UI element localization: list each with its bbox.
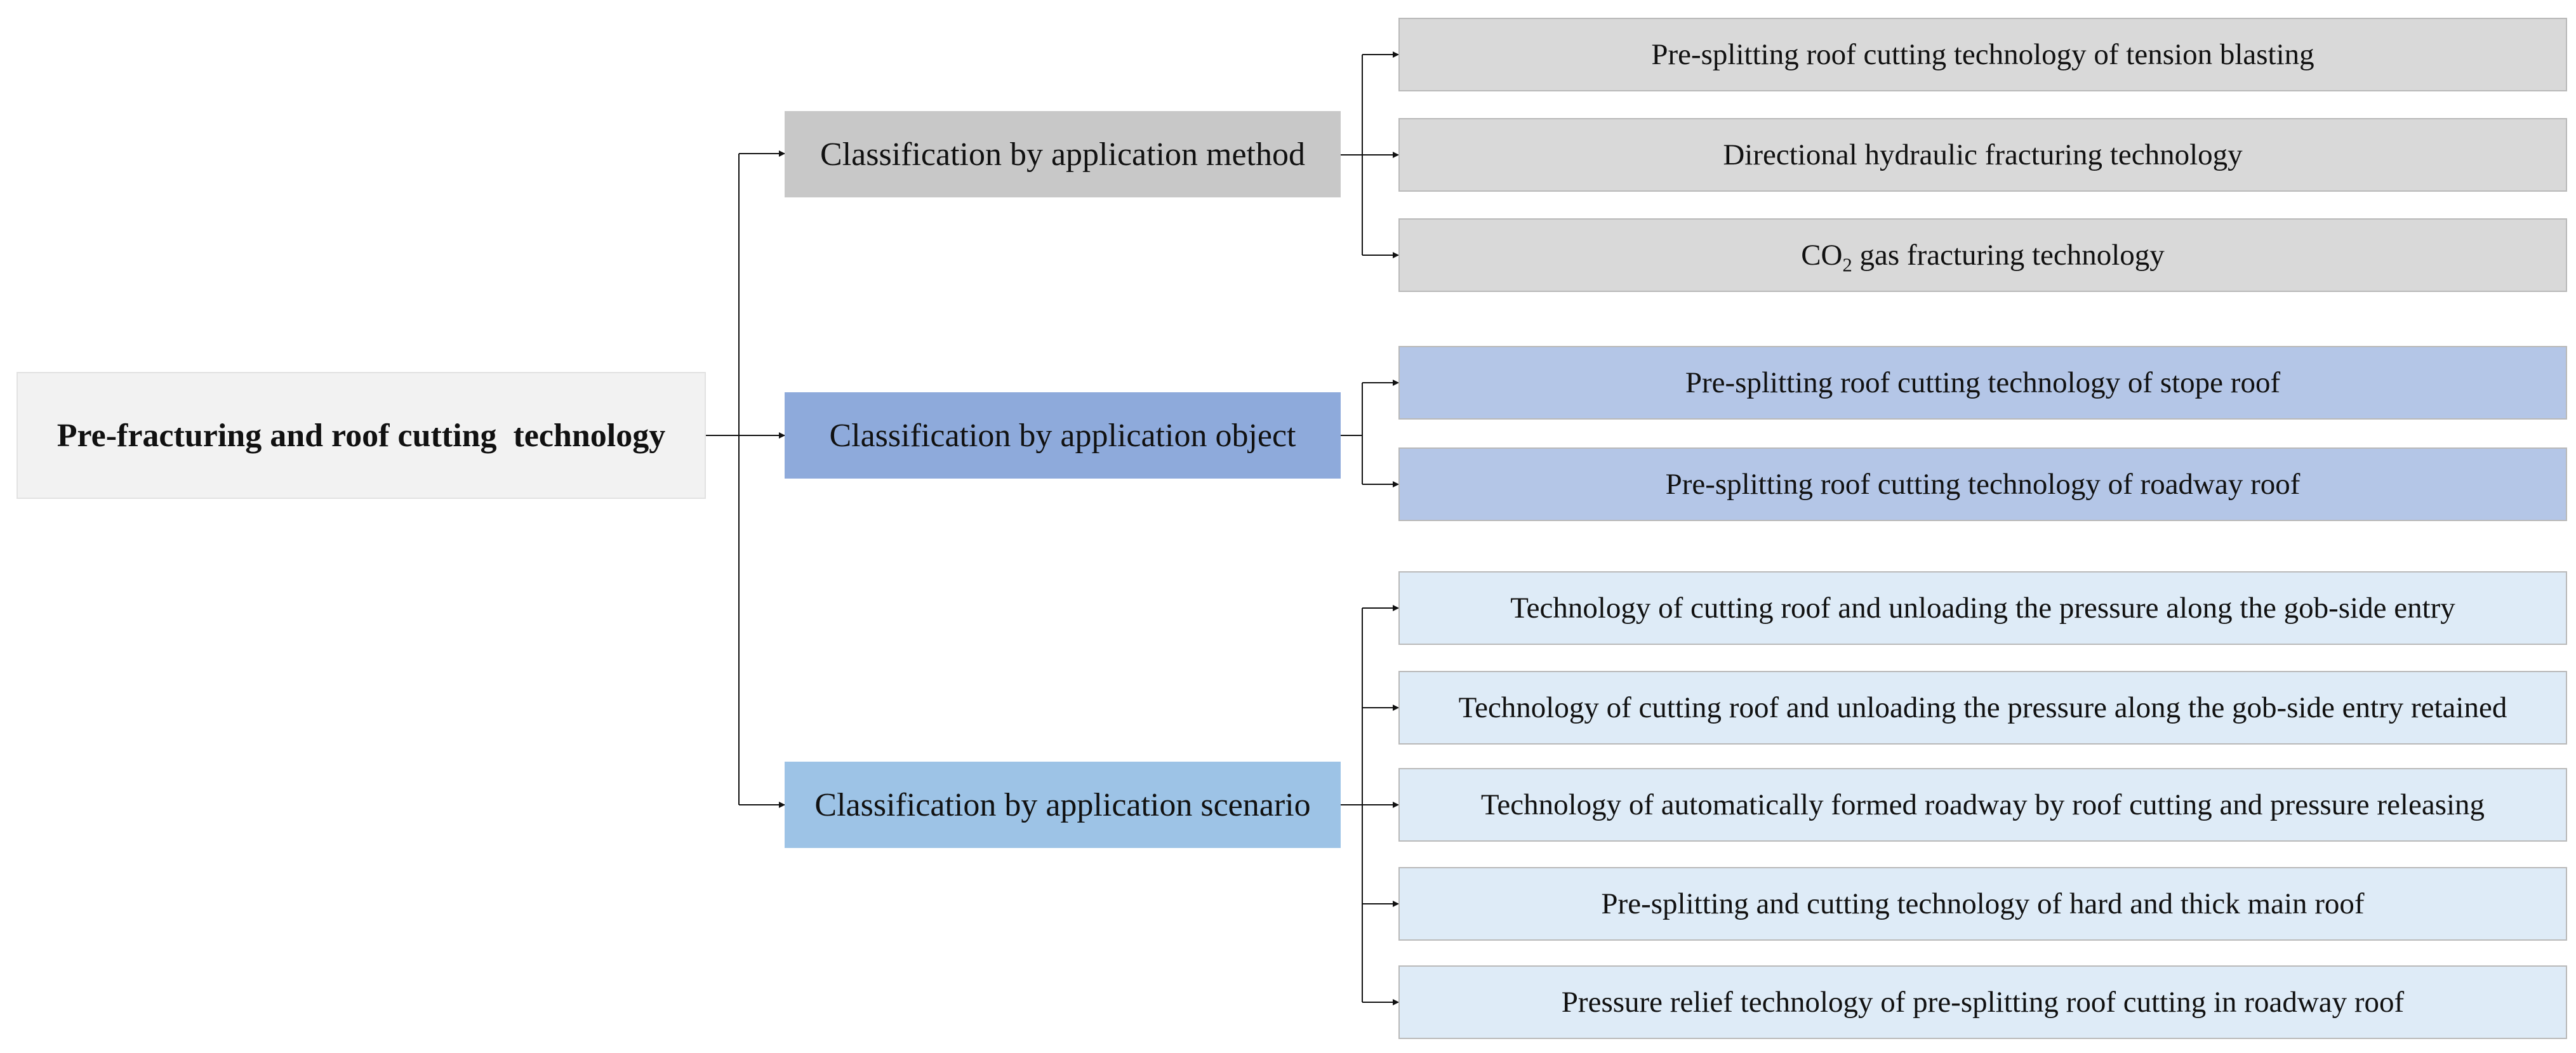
method-leaf-2 [1398,118,2567,192]
scenario-leaf-4-label: Pre-splitting and cutting technology of hard and thick main roof [1601,887,2365,920]
method-leaf-1 [1398,18,2567,91]
scenario-leaf-3-label: Technology of automatically formed roadway by roof cutting and pressure releasing [1480,788,2485,821]
method-leaf-3 [1398,218,2567,292]
object-leaf-2-label: Pre-splitting roof cutting technology of roadway roof [1665,468,2300,501]
category-scenario-node [785,762,1341,848]
scenario-leaf-4 [1398,867,2567,941]
root-node [17,372,706,499]
object-leaf-2 [1398,447,2567,521]
category-object-node [785,392,1341,479]
category-object-label: Classification by application object [829,417,1296,454]
co2-subscript: 2 [1842,254,1852,276]
scenario-leaf-5 [1398,965,2567,1039]
object-leaf-1 [1398,346,2567,420]
scenario-leaf-3 [1398,768,2567,842]
co2-suffix: gas fracturing technology [1852,239,2165,272]
root-node-label: Pre-fracturing and roof cutting technology [56,417,666,454]
category-method-node [785,111,1341,197]
method-leaf-3-label [1801,238,2165,276]
scenario-leaf-2-label: Technology of cutting roof and unloading the pressure along the gob-side entry retained [1458,691,2507,724]
method-leaf-1-label: Pre-splitting roof cutting technology of tension blasting [1651,38,2314,71]
scenario-leaf-5-label: Pressure relief technology of pre-splitting roof cutting in roadway roof [1561,986,2405,1019]
scenario-leaf-2 [1398,671,2567,745]
scenario-leaf-1 [1398,571,2567,645]
co2-prefix: CO [1801,239,1843,272]
scenario-leaf-1-label: Technology of cutting roof and unloading the pressure along the gob-side entry [1510,592,2455,625]
method-leaf-2-label: Directional hydraulic fracturing technology [1723,138,2243,171]
category-scenario-label: Classification by application scenario [814,786,1311,823]
category-method-label: Classification by application method [820,136,1305,173]
object-leaf-1-label: Pre-splitting roof cutting technology of stope roof [1685,366,2281,399]
